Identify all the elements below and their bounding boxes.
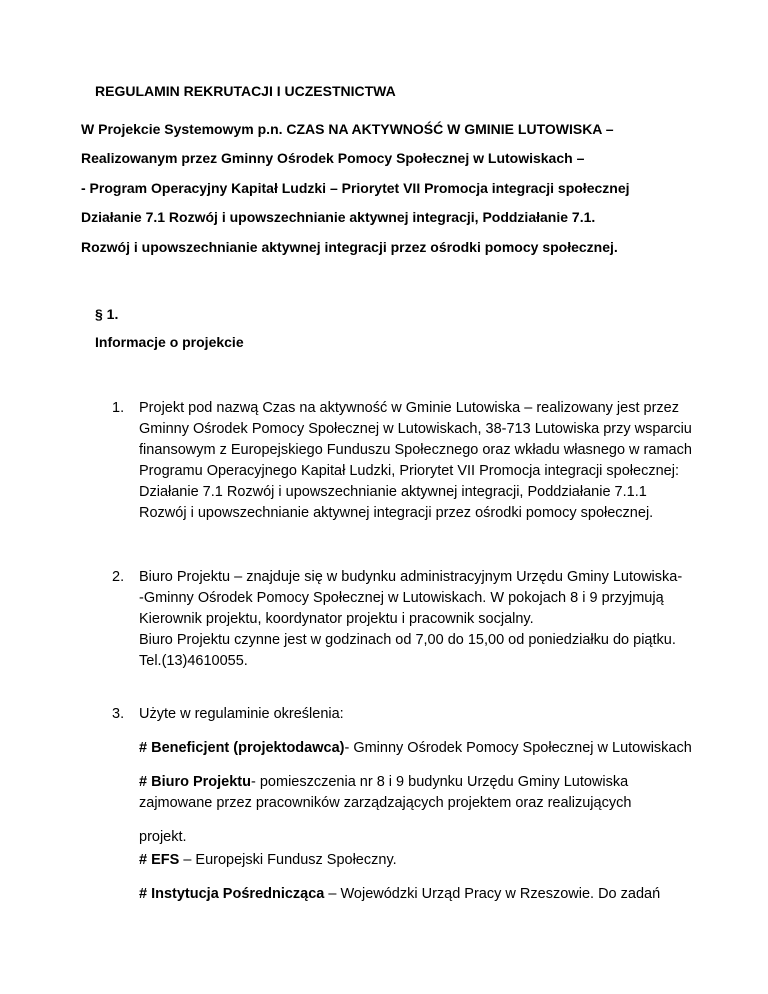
definition-efs bbox=[139, 850, 699, 871]
definition-term: # Biuro Projektu bbox=[139, 774, 251, 790]
header-line-5: Rozwój i upowszechnianie aktywnej integracji przez ośrodki pomocy społecznej. bbox=[81, 239, 618, 255]
definition-term: # EFS bbox=[139, 852, 180, 868]
definition-text-continued: projekt. bbox=[139, 829, 187, 845]
list-item-line: Projekt pod nazwą Czas na aktywność w Gminie Lutowiska – realizowany jest przez bbox=[139, 400, 679, 416]
definition-text: – Wojewódzki Urząd Pracy w Rzeszowie. Do zadań bbox=[324, 886, 661, 902]
list-item-line: Rozwój i upowszechnianie aktywnej integracji przez ośrodki pomocy społecznej. bbox=[139, 505, 654, 521]
section-number: § 1. bbox=[95, 306, 119, 322]
header-line-2: Realizowanym przez Gminny Ośrodek Pomocy Społecznej w Lutowiskach – bbox=[81, 150, 585, 166]
list-item-line: Tel.(13)4610055. bbox=[139, 653, 248, 669]
list-item-line: Użyte w regulaminie określenia: bbox=[139, 706, 344, 722]
definition-text: - pomieszczenia nr 8 i 9 budynku Urzędu Gminy Lutowiska bbox=[251, 774, 629, 790]
definition-term: # Beneficjent (projektodawca) bbox=[139, 740, 345, 756]
list-item-line: Biuro Projektu – znajduje się w budynku administracyjnym Urzędu Gminy Lutowiska- bbox=[139, 569, 683, 585]
definition-text-continued: zajmowane przez pracowników zarządzających projektem oraz realizujących bbox=[139, 795, 632, 811]
definition-biuro-projektu bbox=[139, 772, 699, 848]
section-heading: Informacje o projekcie bbox=[95, 334, 244, 350]
header-line-1: W Projekcie Systemowym p.n. CZAS NA AKTYWNOŚĆ W GMINIE LUTOWISKA – bbox=[81, 121, 614, 137]
list-item-line: Gminny Ośrodek Pomocy Społecznej w Lutowiskach, 38-713 Lutowiska przy wsparciu bbox=[139, 421, 692, 437]
definition-beneficjent bbox=[139, 738, 699, 759]
list-item-line: Kierownik projektu, koordynator projektu i pracownik socjalny. bbox=[139, 611, 534, 627]
definition-text: – Europejski Fundusz Społeczny. bbox=[179, 852, 397, 868]
list-item-line: Biuro Projektu czynne jest w godzinach od 7,00 do 15,00 od poniedziałku do piątku. bbox=[139, 632, 676, 648]
list-item-line: -Gminny Ośrodek Pomocy Społecznej w Lutowiskach. W pokojach 8 i 9 przyjmują bbox=[139, 590, 664, 606]
header-line-4: Działanie 7.1 Rozwój i upowszechnianie aktywnej integracji, Poddziałanie 7.1. bbox=[81, 209, 596, 225]
list-item-number: 1. bbox=[112, 400, 125, 416]
header-line-3: - Program Operacyjny Kapitał Ludzki – Priorytet VII Promocja integracji społecznej bbox=[81, 180, 630, 196]
definition-instytucja bbox=[139, 884, 699, 905]
list-item-number: 2. bbox=[112, 569, 125, 585]
list-item-number: 3. bbox=[112, 706, 125, 722]
list-item-line: Działanie 7.1 Rozwój i upowszechnianie aktywnej integracji, Poddziałanie 7.1.1 bbox=[139, 484, 647, 500]
list-item-line: finansowym z Europejskiego Funduszu Społecznego oraz wkładu własnego w ramach bbox=[139, 442, 692, 458]
document-title: REGULAMIN REKRUTACJI I UCZESTNICTWA bbox=[95, 83, 396, 99]
definition-text: - Gminny Ośrodek Pomocy Społecznej w Lutowiskach bbox=[344, 740, 692, 756]
list-item-line: Programu Operacyjnego Kapitał Ludzki, Priorytet VII Promocja integracji społecznej: bbox=[139, 463, 679, 479]
definition-term: # Instytucja Pośrednicząca bbox=[139, 886, 325, 902]
